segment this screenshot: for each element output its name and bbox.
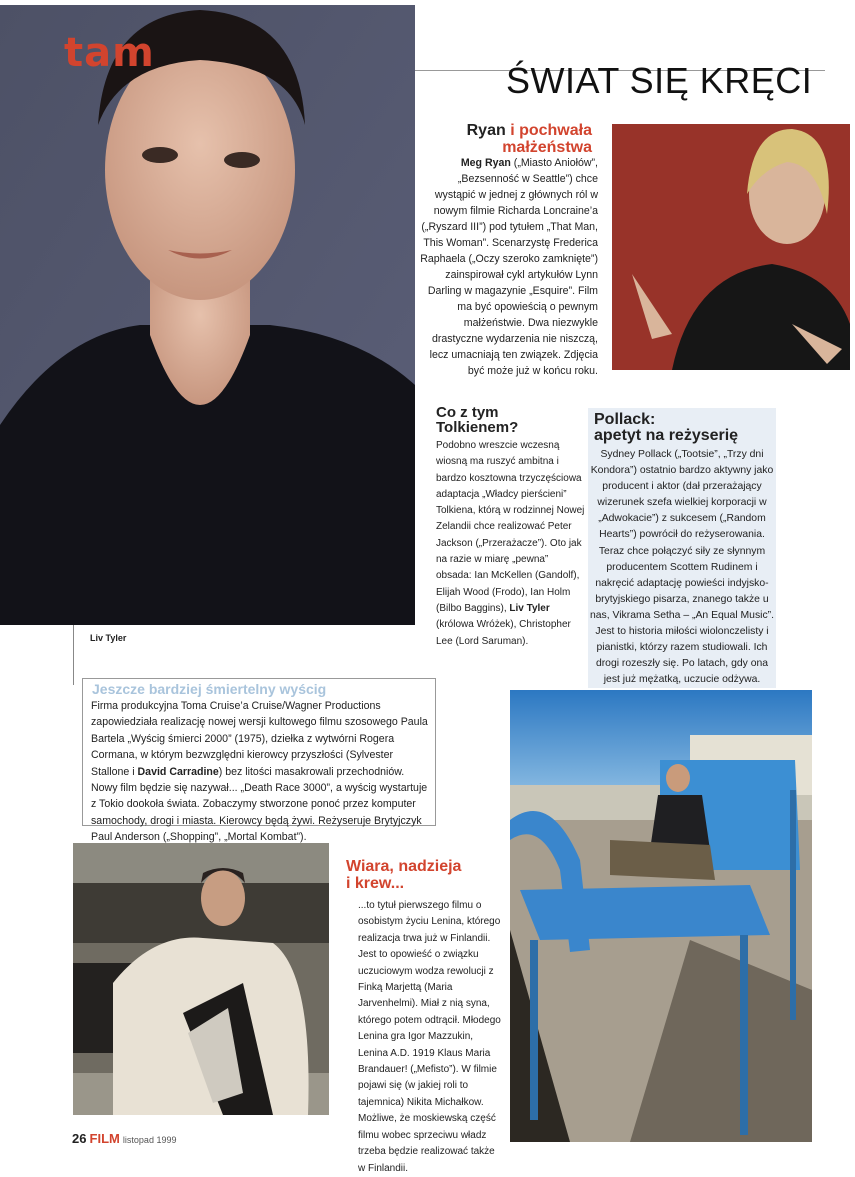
death-race-bold-name: David Carradine [137, 765, 219, 778]
divider [73, 625, 74, 685]
photo-caption: Liv Tyler [90, 633, 127, 643]
section-tag: tam [64, 30, 155, 76]
issue-date: listopad 1999 [122, 1135, 177, 1145]
carradine-photo [73, 843, 329, 1115]
page-number: 26 [72, 1131, 87, 1146]
tolkien-heading [436, 405, 586, 435]
wiara-article-body: ...to tytuł pierwszego filmu o osobistym życiu Lenina, którego realizacja trwa już w Finlandii. Jest to opowieść o związku uczuciowym wodza rewolucji z Finką Marjettą (Maria Jarvenhelmi). Miał z nią syna, którego potem odtrącił. Młodego Lenina gra Igor Mazzukin, Lenina A.D. 1919 Klaus Maria Brandauer! („Mefisto”). W filmie pojawi się (w jakiej roli to tajemnica) Nikita Michałkow. Możliwe, że moskiewską część filmu wobec sprzeciwu władz trzeba będzie realizować także w Finlandii. [358, 900, 501, 1174]
tolkien-heading-line1: Co z tym [436, 404, 499, 421]
tolkien-heading-line2: Tolkienem? [436, 419, 519, 436]
pollack-heading-line1: Pollack: [594, 411, 656, 428]
tolkien-body-text: Podobno wreszcie wczesną wiosną ma ruszyć ambitna i bardzo kosztowna trzyczęściowa adaptacja „Władcy pierścieni” Tolkiena, którą w rodzinnej Nowej Zelandii chce realizować Peter Jackson („Przerażacze”). Oto jak na razie w miarę „pewna” obsada: Ian McKellen (Gandolf), Elijah Wood (Frodo), Ian Holm (Bilbo Baggins), [436, 440, 585, 614]
ryan-heading-line2: małżeństwa [502, 139, 592, 156]
pollack-heading [594, 412, 774, 444]
liv-tyler-photo [0, 5, 415, 625]
death-race-heading: Jeszcze bardziej śmiertelny wyścig [92, 681, 327, 697]
magazine-name: FILM [89, 1131, 120, 1146]
page-title: ŚWIAT SIĘ KRĘCI [506, 60, 813, 101]
tolkien-article-body [436, 438, 586, 650]
death-race-body-end: ) bez litości masakrowali przechodniów. Nowy film będzie się nazywał... „Death Race 3000”, a wyścig wystartuje z Tokio dookoła świata. Zobaczymy stworzone ponoć przez komputer samochody, drogi i miasta. Kierowcy będą żywi. Reżyseruje Brytyjczyk Paul Anderson („Shopping”, „Mortal Kombat”). [91, 765, 428, 844]
wiara-heading-line1: Wiara, nadzieja [346, 858, 462, 875]
ryan-heading [392, 122, 592, 156]
pollack-article-body: Sydney Pollack („Tootsie”, „Trzy dni Kondora”) ostatnio bardzo aktywny jako producent i aktor (dał przerażający wizerunek szefa wielkiej korporacji w „Adwokacie”) z sukcesem („Random Hearts”) powrócił do reżyserowania. Teraz chce połączyć siły ze słynnym producentem Scottem Rudinem i nakręcić adaptację powieści indyjsko-brytyjskiego pisarza, znanego także u nas, Vikrama Setha – „An Equal Music”. Jest to historia miłości wiolonczelisty i pianistki, którzy razem studiowali. Ich drogi rozeszły się. Po latach, gdy ona jest już mężatką, uczucie odżywa. [589, 449, 775, 686]
wiara-heading-line2: i krew... [346, 875, 405, 892]
ryan-heading-rest: i pochwała [505, 122, 592, 139]
ryan-heading-name: Ryan [466, 122, 506, 139]
tolkien-bold-name: Liv Tyler [509, 602, 550, 614]
pollack-heading-line2: apetyt na reżyserię [594, 427, 739, 444]
pollack-bench-photo [510, 690, 812, 1142]
ryan-article-body [420, 155, 598, 379]
page-footer [72, 1131, 176, 1146]
meg-ryan-photo [612, 124, 850, 370]
wiara-heading [346, 858, 496, 892]
death-race-body-text: Firma produkcyjna Toma Cruise’a Cruise/Wagner Productions zapowiedziała realizację nowej wersji kultowego filmu szosowego Paula Bartela „Wyścig śmierci 2000” (1975), dziełka z wytwórni Rogera Cormana, w którym bezwzględni kierowcy przyszłości (Sylvester Stallone i [91, 700, 428, 778]
ryan-body-text: („Miasto Aniołów”, „Bezsenność w Seattle”) chce wystąpić w jednej z głównych ról w nowym filmie Richarda Loncraine’a („Ryszard III”) pod tytułem „That Man, This Woman”. Scenarzystę Frederica Raphaela („Oczy szeroko zamknięte”) zainspirował cykl artykułów Lynn Darling w magazynie „Esquire”. Film ma być opowieścią o pewnym małżeństwie. Dwa niezwykle drastyczne wydarzenia nie niszczą, lecz umacniają ten związek. Zdjęcia być może już w końcu roku. [420, 157, 598, 377]
ryan-lead-name: Meg Ryan [460, 157, 511, 169]
tolkien-body-end: (królowa Wróżek), Christopher Lee (Lord Saruman). [436, 619, 571, 647]
death-race-article-body [91, 698, 431, 846]
